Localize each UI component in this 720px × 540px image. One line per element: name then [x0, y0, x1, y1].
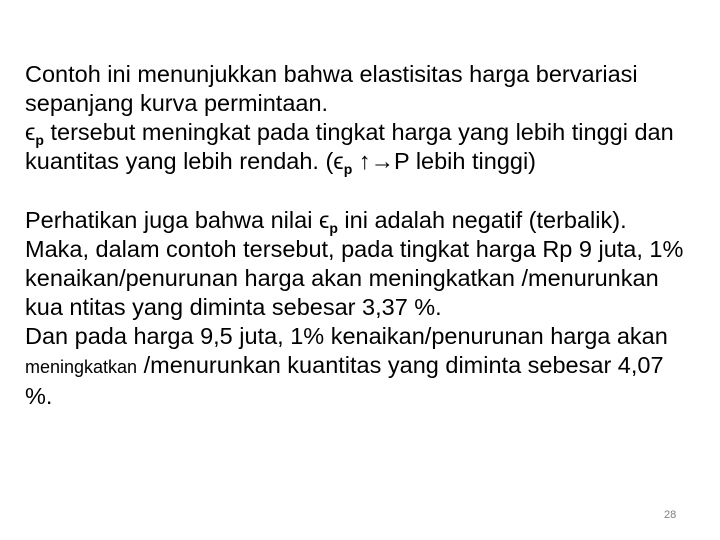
epsilon-subscript-2: p: [343, 161, 353, 177]
text-small-increase: meningkatkan: [25, 357, 138, 377]
paragraph-elasticity-variation: [25, 60, 695, 176]
text-intro: Contoh ini menunjukkan bahwa elastisitas harga bervariasi sepanjang kurva permintaan.: [25, 61, 638, 116]
text-example-95-a: Dan pada harga 9,5 juta, 1% kenaikan/penurunan harga akan: [25, 323, 668, 349]
text-arrow-conclusion: ↑→P lebih tinggi): [352, 148, 537, 174]
epsilon-subscript-3: p: [329, 220, 338, 236]
text-increase: tersebut meningkat pada tingkat harga yang lebih tinggi dan kuantitas yang lebih rendah. (ϵ: [25, 119, 674, 174]
epsilon-symbol: ϵ: [25, 119, 36, 145]
slide-content: [25, 60, 695, 411]
text-example-95-b: /menurunkan kuantitas yang diminta sebesar 4,07 %.: [25, 352, 664, 409]
paragraph-gap: [25, 176, 695, 206]
epsilon-subscript: p: [35, 132, 44, 148]
page-number: 28: [664, 509, 677, 521]
text-example-9: ini adalah negatif (terbalik). Maka, dalam contoh tersebut, pada tingkat harga Rp 9 juta, 1% kenaikan/penurunan harga akan meningkatkan /menurunkan kua ntitas yang diminta sebesar 3,37 %.: [25, 207, 684, 320]
paragraph-negative-elasticity: [25, 206, 695, 411]
text-note: Perhatikan juga bahwa nilai ϵ: [25, 207, 330, 233]
